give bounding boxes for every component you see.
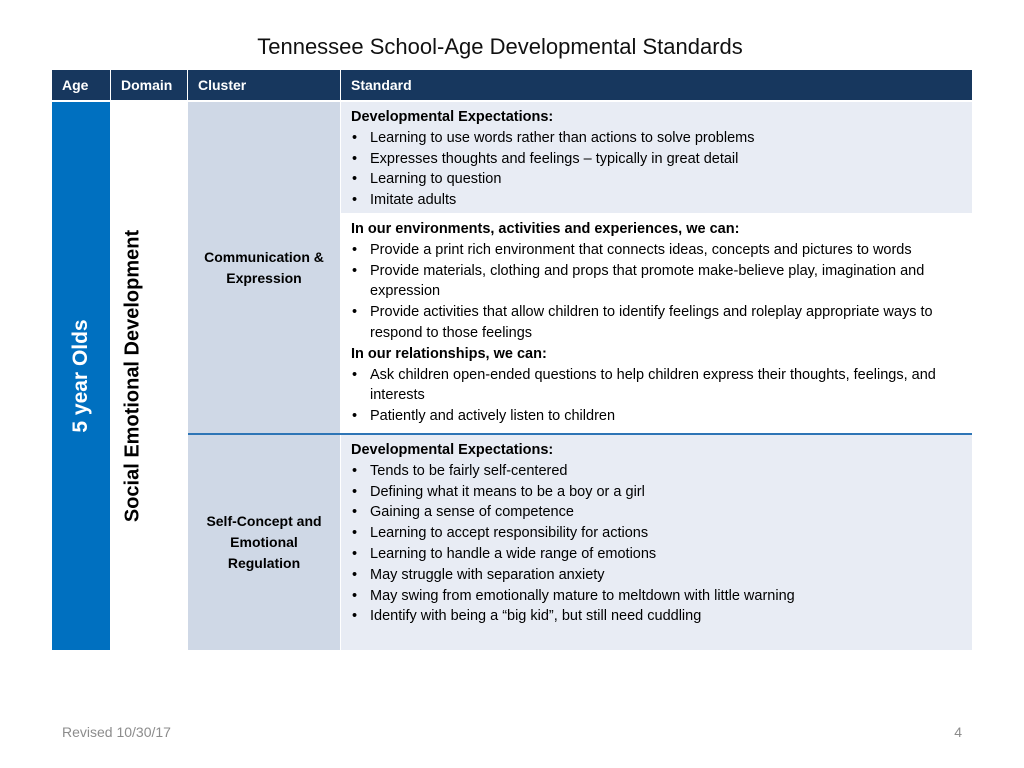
cluster-self-concept xyxy=(188,435,340,650)
age-label: 5 year Olds xyxy=(69,319,92,433)
section-heading: In our environments, activities and experiences, we can: xyxy=(351,221,740,237)
header-standard: Standard xyxy=(341,70,972,100)
list-item: • May struggle with separation anxiety xyxy=(351,565,962,586)
list-item: • Tends to be fairly self-centered xyxy=(351,461,962,482)
list-item: • Provide a print rich environment that connects ideas, concepts and pictures to words xyxy=(351,240,962,261)
section-heading: Developmental Expectations: xyxy=(351,109,554,125)
domain-label: Social Emotional Development xyxy=(121,229,144,523)
list-item: • Identify with being a “big kid”, but still need cuddling xyxy=(351,606,962,627)
bullet-list xyxy=(351,128,962,211)
standard-expectations-communication xyxy=(341,102,972,213)
revised-date: Revised 10/30/17 xyxy=(62,724,171,740)
bullet-list xyxy=(351,461,962,627)
header-domain: Domain xyxy=(111,70,187,100)
list-item: • Provide activities that allow children to identify feelings and roleplay appropriate ways to respond to those feelings xyxy=(351,302,962,344)
section-heading: Developmental Expectations: xyxy=(351,442,554,458)
list-item: • Provide materials, clothing and props that promote make-believe play, imagination and expression xyxy=(351,261,962,303)
list-item: • Patiently and actively listen to children xyxy=(351,406,962,427)
list-item: • Learning to handle a wide range of emotions xyxy=(351,544,962,565)
header-age: Age xyxy=(52,70,110,100)
list-item: • Gaining a sense of competence xyxy=(351,502,962,523)
section-heading: In our relationships, we can: xyxy=(351,345,547,362)
list-item: • Imitate adults xyxy=(351,190,962,211)
bullet-list xyxy=(351,240,962,344)
list-item: • Defining what it means to be a boy or a girl xyxy=(351,482,962,503)
list-item: • Learning to accept responsibility for actions xyxy=(351,523,962,544)
header-cluster: Cluster xyxy=(188,70,340,100)
list-item: • Ask children open-ended questions to help children express their thoughts, feelings, and interests xyxy=(351,365,962,407)
page-number: 4 xyxy=(954,724,962,740)
cluster-label: Self-Concept and Emotional Regulation xyxy=(206,513,322,571)
list-item: • Learning to use words rather than actions to solve problems xyxy=(351,128,962,149)
age-cell xyxy=(52,102,110,650)
domain-cell xyxy=(111,102,187,650)
bullet-list xyxy=(351,365,962,427)
standard-expectations-self-concept xyxy=(341,435,972,650)
cluster-label: Communication & Expression xyxy=(204,248,324,286)
standard-practices-communication xyxy=(341,214,972,433)
page-title: Tennessee School-Age Developmental Standards xyxy=(257,34,743,59)
cluster-communication-expression xyxy=(188,102,340,433)
list-item: • Learning to question xyxy=(351,169,962,190)
list-item: • Expresses thoughts and feelings – typically in great detail xyxy=(351,149,962,170)
list-item: • May swing from emotionally mature to meltdown with little warning xyxy=(351,586,962,607)
